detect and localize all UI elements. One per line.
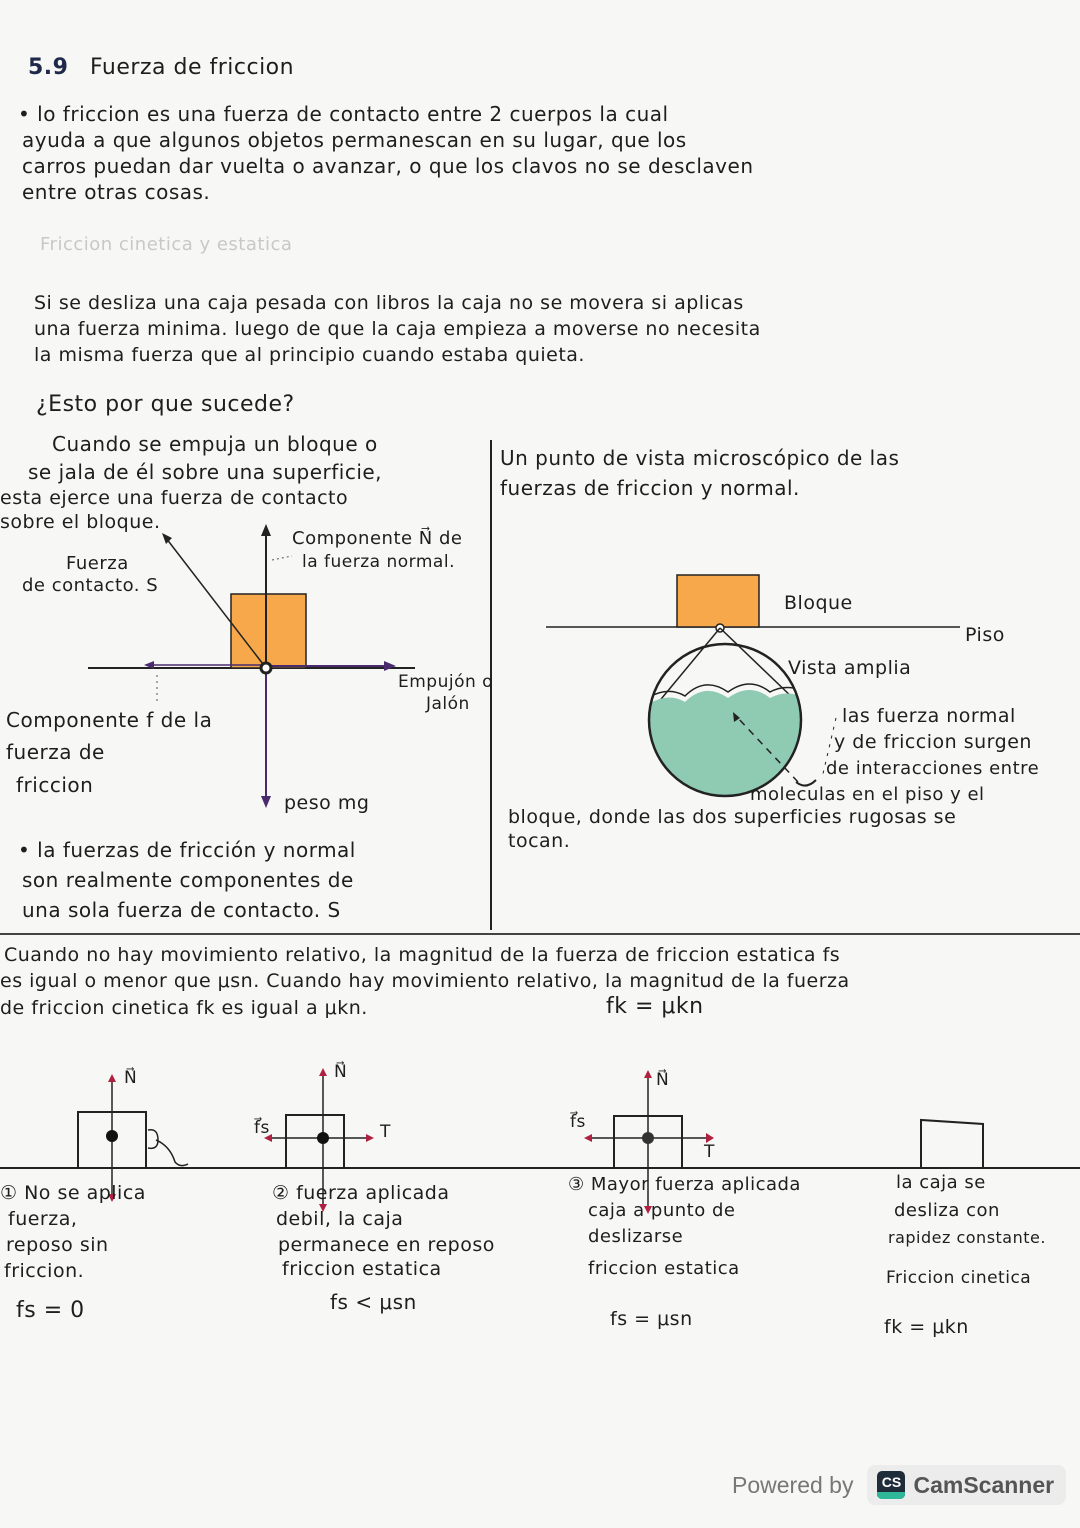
- case-formula: fs < μsn: [330, 1290, 417, 1314]
- case-line: ① No se aplica: [0, 1182, 146, 1204]
- section-title: [28, 55, 294, 80]
- case-line: Friccion cinetica: [886, 1268, 1032, 1288]
- explanation-line: bloque, donde las dos superficies rugosas se: [508, 806, 957, 828]
- summary-line: de friccion cinetica fk es igual a μkn.: [0, 997, 368, 1019]
- case-line: permanece en reposo: [278, 1234, 495, 1256]
- powered-by-text: Powered by: [732, 1471, 854, 1498]
- push-label: Empujón o: [398, 672, 494, 692]
- camscanner-watermark: [732, 1465, 1066, 1505]
- contact-force-label: Fuerza: [66, 553, 129, 574]
- intro-line: entre otras cosas.: [22, 180, 211, 204]
- zoom-view-label: Vista amplia: [788, 657, 912, 679]
- contact-force-label: de contacto. S: [22, 575, 159, 596]
- right-heading-line: fuerzas de friccion y normal.: [500, 476, 800, 500]
- explanation-line: y de friccion surgen: [834, 731, 1032, 753]
- note-line: son realmente componentes de: [22, 868, 354, 892]
- intro-line: carros puedan dar vuelta o avanzar, o que los clavos no se desclaven: [22, 154, 754, 178]
- note-line: • la fuerzas de fricción y normal: [18, 838, 356, 862]
- section-title-text: Fuerza de friccion: [89, 55, 295, 80]
- case-line: rapidez constante.: [888, 1228, 1046, 1247]
- example-line: una fuerza minima. luego de que la caja empieza a moverse no necesita: [34, 318, 761, 340]
- case-line: caja a punto de: [588, 1200, 736, 1221]
- camscanner-logo-icon: CS: [877, 1471, 905, 1499]
- case-line: reposo sin: [6, 1234, 109, 1256]
- summary-line: Cuando no hay movimiento relativo, la magnitud de la fuerza de friccion estatica fs: [4, 944, 841, 966]
- case2-friction-label: f⃗s: [254, 1118, 270, 1138]
- block-label: Bloque: [784, 592, 853, 614]
- explanation-line: las fuerza normal: [842, 705, 1016, 727]
- section-divider: [0, 933, 1080, 935]
- case-line: ③ Mayor fuerza aplicada: [568, 1174, 801, 1195]
- floor-label: Piso: [965, 624, 1005, 646]
- question-heading: ¿Esto por que sucede?: [36, 392, 295, 417]
- case1-normal-label: N⃗: [124, 1068, 138, 1088]
- case-line: friccion estatica: [588, 1258, 740, 1279]
- left-paragraph-line: Cuando se empuja un bloque o: [52, 432, 378, 456]
- case-line: ② fuerza aplicada: [272, 1182, 450, 1204]
- cases-diagram: [0, 1050, 1080, 1180]
- case3-applied-label: T: [704, 1142, 715, 1162]
- case-formula: fs = μsn: [610, 1308, 693, 1330]
- case3-friction-label: f⃗s: [570, 1112, 586, 1132]
- faint-heading: Friccion cinetica y estatica: [40, 234, 293, 255]
- explanation-line: moleculas en el piso y el: [750, 784, 985, 805]
- explanation-line: tocan.: [508, 830, 571, 852]
- case2-normal-label: N⃗: [334, 1062, 348, 1082]
- explanation-line: de interacciones entre: [826, 758, 1040, 779]
- example-line: la misma fuerza que al principio cuando estaba quieta.: [34, 344, 585, 366]
- friction-component-label: Componente f de la: [6, 708, 213, 732]
- right-heading-line: Un punto de vista microscópico de las: [500, 446, 900, 470]
- case-line: friccion.: [4, 1260, 85, 1282]
- summary-line: es igual o menor que μsn. Cuando hay movimiento relativo, la magnitud de la fuerza: [0, 970, 850, 992]
- intro-line: • lo friccion es una fuerza de contacto entre 2 cuerpos la cual: [18, 102, 669, 126]
- case-line: desliza con: [894, 1200, 1000, 1221]
- left-paragraph-line: esta ejerce una fuerza de contacto: [0, 487, 349, 509]
- case-line: la caja se: [896, 1172, 986, 1193]
- note-line: una sola fuerza de contacto. S: [22, 898, 341, 922]
- case-line: fuerza,: [8, 1208, 78, 1230]
- case-line: friccion estatica: [282, 1258, 442, 1280]
- friction-component-label: friccion: [16, 773, 94, 797]
- intro-line: ayuda a que algunos objetos permanescan en su lugar, que los: [22, 128, 687, 152]
- case-line: debil, la caja: [276, 1208, 404, 1230]
- left-paragraph-line: se jala de él sobre una superficie,: [28, 460, 383, 484]
- push-label: Jalón: [426, 694, 470, 714]
- case3-normal-label: N⃗: [656, 1070, 670, 1090]
- camscanner-brand: CamScanner: [913, 1471, 1055, 1498]
- example-line: Si se desliza una caja pesada con libros la caja no se movera si aplicas: [34, 292, 744, 314]
- normal-component-label: Componente N⃗ de: [292, 528, 463, 549]
- case-formula: fs = 0: [16, 1298, 85, 1323]
- left-paragraph-line: sobre el bloque.: [0, 511, 161, 533]
- section-number: 5.9: [28, 55, 69, 80]
- camscanner-badge: [867, 1465, 1066, 1505]
- normal-component-label: la fuerza normal.: [302, 552, 455, 572]
- case-line: deslizarse: [588, 1226, 684, 1247]
- friction-component-label: fuerza de: [6, 740, 105, 764]
- case2-applied-label: T: [380, 1122, 391, 1142]
- kinetic-formula: fk = μkn: [606, 994, 704, 1019]
- case-formula: fk = μkn: [884, 1316, 969, 1338]
- weight-label: peso mg: [284, 792, 370, 814]
